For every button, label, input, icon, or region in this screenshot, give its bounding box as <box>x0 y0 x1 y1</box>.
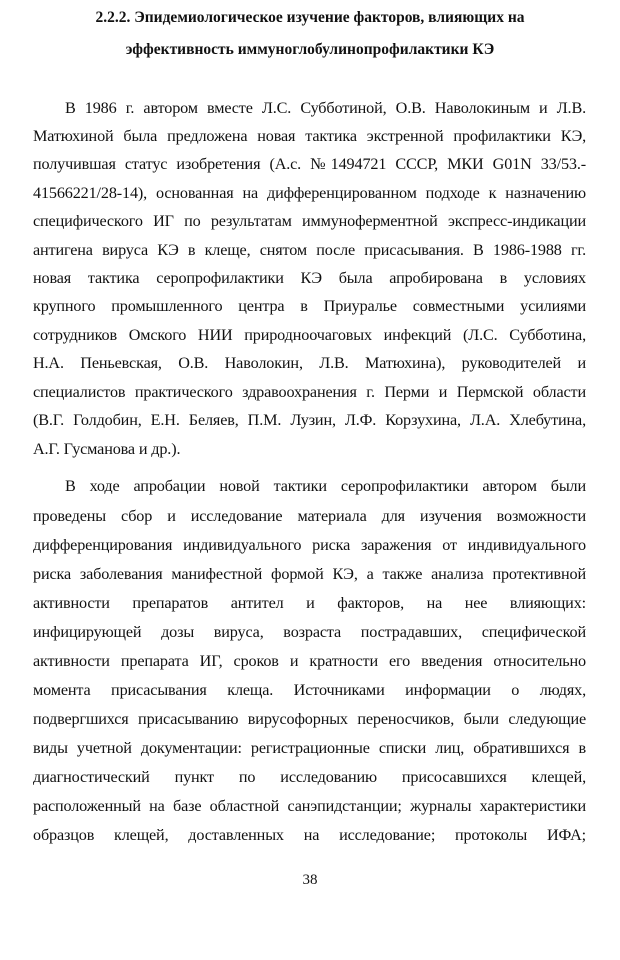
paragraph-2-line: диагностический пункт по исследованию присосавшихся клещей, <box>33 768 586 786</box>
paragraph-1-line: 41566221/28-14), основанная на дифференцированном подходе к назначению <box>33 184 586 202</box>
paragraph-1-line: В 1986 г. автором вместе Л.С. Субботиной, О.В. Наволокиным и Л.В. <box>65 99 586 117</box>
paragraph-1-line: (В.Г. Голдобин, Е.Н. Беляев, П.М. Лузин, Л.Ф. Корзухина, Л.А. Хлебутина, <box>33 411 586 429</box>
paragraph-1-line: Н.А. Пеньевская, О.В. Наволокин, Л.В. Матюхина), руководителей и <box>33 354 586 372</box>
paragraph-1-line: специалистов практического здравоохранения г. Перми и Пермской области <box>33 383 586 401</box>
paragraph-2-line: подвергшихся присасыванию вирусофорных переносчиков, были следующие <box>33 710 586 728</box>
section-heading-line-2: эффективность иммуноглобулинопрофилактики КЭ <box>125 41 495 58</box>
paragraph-2-line: активности препаратов антител и факторов, на нее влияющих: <box>33 594 586 612</box>
paragraph-1-line: А.Г. Гусманова и др.). <box>33 440 181 458</box>
paragraph-1-line: специфического ИГ по результатам иммуноферментной экспресс-индикации <box>33 212 586 230</box>
paragraph-2-line: момента присасывания клеща. Источниками информации о людях, <box>33 681 586 699</box>
paragraph-1-line: Матюхиной была предложена новая тактика экстренной профилактики КЭ, <box>33 127 586 145</box>
paragraph-2-line: образцов клещей, доставленных на исследование; протоколы ИФА; <box>33 826 586 844</box>
paragraph-2-line: виды учетной документации: регистрационные списки лиц, обратившихся в <box>33 739 586 757</box>
paragraph-1-line: антигена вируса КЭ в клеще, снятом после присасывания. В 1986-1988 гг. <box>33 241 586 259</box>
section-heading-line-1: 2.2.2. Эпидемиологическое изучение факторов, влияющих на <box>95 9 525 26</box>
paragraph-2-line: В ходе апробации новой тактики серопрофилактики автором были <box>65 477 586 495</box>
paragraph-1-line: крупного промышленного центра в Приуралье совместными усилиями <box>33 297 586 315</box>
paragraph-2-line: активности препарата ИГ, сроков и кратности его введения относительно <box>33 652 586 670</box>
paragraph-2-line: проведены сбор и исследование материала для изучения возможности <box>33 507 586 525</box>
page-number: 38 <box>302 872 318 888</box>
paragraph-1-line: новая тактика серопрофилактики КЭ была апробирована в условиях <box>33 269 586 287</box>
paragraph-2-line: дифференцирования индивидуального риска заражения от индивидуального <box>33 536 586 554</box>
paragraph-2-line: риска заболевания манифестной формой КЭ, а также анализа протективной <box>33 565 586 583</box>
paragraph-1-line: получившая статус изобретения (А.с. №1494721 СССР, МКИ G01N 33/53.- <box>33 155 586 173</box>
paragraph-2-line: расположенный на базе областной санэпидстанции; журналы характеристики <box>33 797 586 815</box>
paragraph-1-line: сотрудников Омского НИИ природноочаговых инфекций (Л.С. Субботина, <box>33 326 586 344</box>
paragraph-2-line: инфицирующей дозы вируса, возраста пострадавших, специфической <box>33 623 586 641</box>
